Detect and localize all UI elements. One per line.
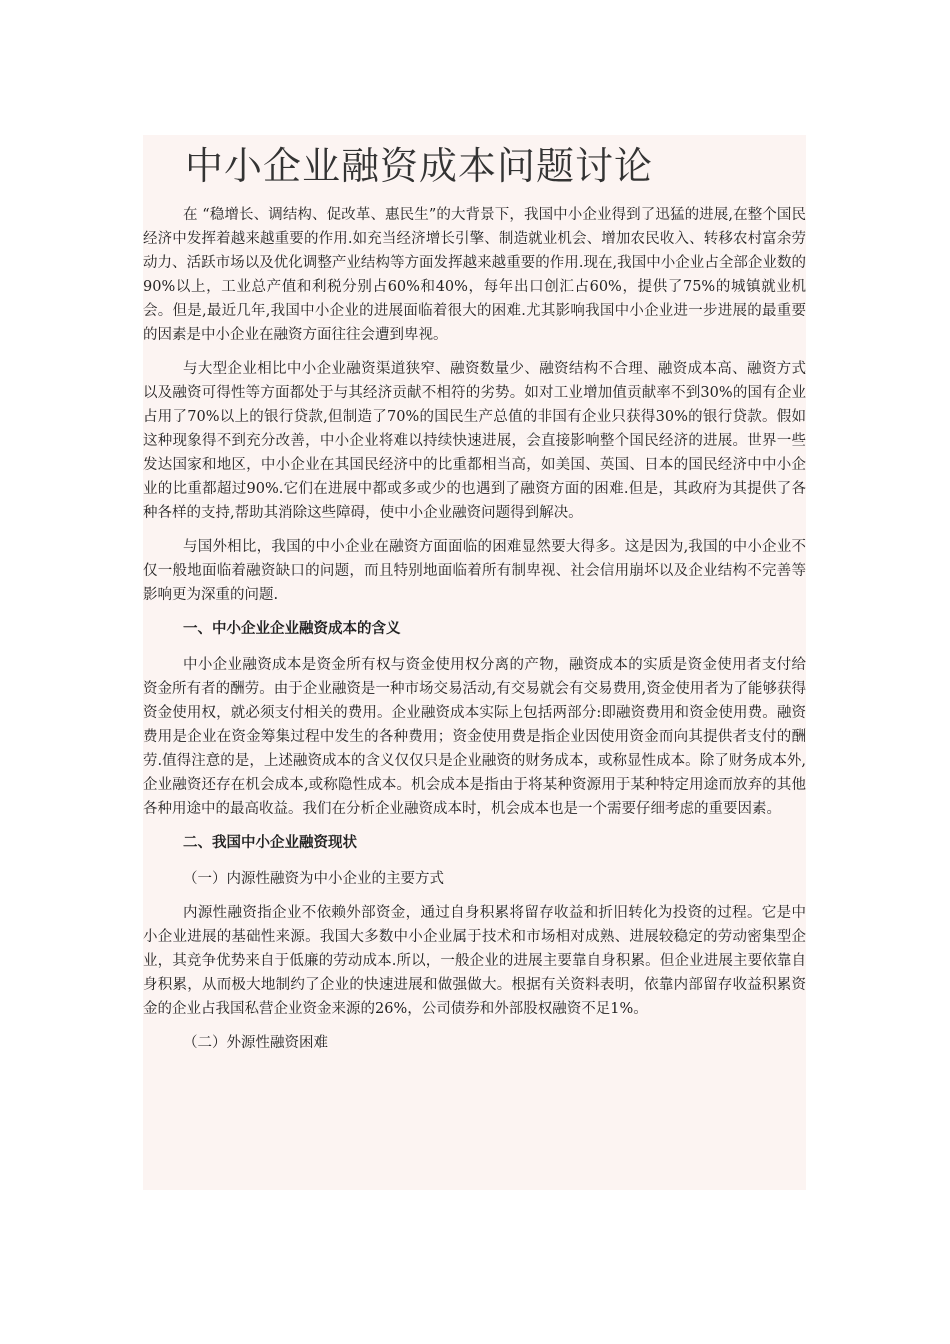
section-2-heading: 二、我国中小企业融资现状: [183, 835, 357, 851]
intro-paragraph-3: 与国外相比，我国的中小企业在融资方面面临的困难显然要大得多。这是因为,我国的中小企业不仅一般地面临着融资缺口的问题，而且特别地面临着所有制卑视、社会信用崩坏以及企业结构不完善等影响更为深重的问题.: [143, 539, 806, 603]
document-title: 中小企业融资成本问题讨论: [185, 144, 654, 188]
section-2-paragraph: 内源性融资指企业不依赖外部资金，通过自身积累将留存收益和折旧转化为投资的过程。它是中小企业进展的基础性来源。我国大多数中小企业属于技术和市场相对成熟、进展较稳定的劳动密集型企业，其竞争优势来自于低廉的劳动成本.所以，一般企业的进展主要靠自身积累。但企业进展主要依靠自身积累，从而极大地制约了企业的快速进展和做强做大。根据有关资料表明，依靠内部留存收益积累资金的企业占我国私营企业资金来源的26%，公司债券和外部股权融资不足1%。: [143, 905, 806, 1017]
section-2-subheading-1: （一）内源性融资为中小企业的主要方式: [183, 871, 444, 887]
intro-paragraph-1: 在 “稳增长、调结构、促改革、惠民生”的大背景下，我国中小企业得到了迅猛的进展,在整个国民经济中发挥着越来越重要的作用.如充当经济增长引擎、制造就业机会、增加农民收入、转移农村富余劳动力、活跃市场以及优化调整产业结构等方面发挥越来越重要的作用.现在,我国中小企业占全部企业数的90%以上，工业总产值和利税分别占60%和40%，每年出口创汇占60%，提供了75%的城镇就业机会。但是,最近几年,我国中小企业的进展面临着很大的困难.尤其影响我国中小企业进一步进展的最重要的因素是中小企业在融资方面往往会遭到卑视。: [143, 207, 806, 343]
section-1-paragraph: 中小企业融资成本是资金所有权与资金使用权分离的产物，融资成本的实质是资金使用者支付给资金所有者的酬劳。由于企业融资是一种市场交易活动,有交易就会有交易费用,资金使用者为了能够获得资金使用权，就必须支付相关的费用。企业融资成本实际上包括两部分:即融资费用和资金使用费。融资费用是企业在资金筹集过程中发生的各种费用；资金使用费是指企业因使用资金而向其提供者支付的酬劳.值得注意的是，上述融资成本的含义仅仅只是企业融资的财务成本，或称显性成本。除了财务成本外,企业融资还存在机会成本,或称隐性成本。机会成本是指由于将某种资源用于某种特定用途而放弃的其他各种用途中的最高收益。我们在分析企业融资成本时，机会成本也是一个需要仔细考虑的重要因素。: [143, 657, 806, 817]
intro-paragraph-2: 与大型企业相比中小企业融资渠道狭窄、融资数量少、融资结构不合理、融资成本高、融资方式以及融资可得性等方面都处于与其经济贡献不相符的劣势。如对工业增加值贡献率不到30%的国有企业占用了70%以上的银行贷款,但制造了70%的国民生产总值的非国有企业只获得30%的银行贷款。假如这种现象得不到充分改善，中小企业将难以持续快速进展，会直接影响整个国民经济的进展。世界一些发达国家和地区，中小企业在其国民经济中的比重都相当高，如美国、英国、日本的国民经济中中小企业的比重都超过90%.它们在进展中都或多或少的也遇到了融资方面的困难.但是，其政府为其提供了各种各样的支持,帮助其消除这些障碍，使中小企业融资问题得到解决。: [143, 361, 806, 521]
document-page: [143, 135, 806, 1190]
section-1-heading: 一、中小企业企业融资成本的含义: [183, 621, 401, 637]
section-2-subheading-2: （二）外源性融资困难: [183, 1035, 328, 1051]
